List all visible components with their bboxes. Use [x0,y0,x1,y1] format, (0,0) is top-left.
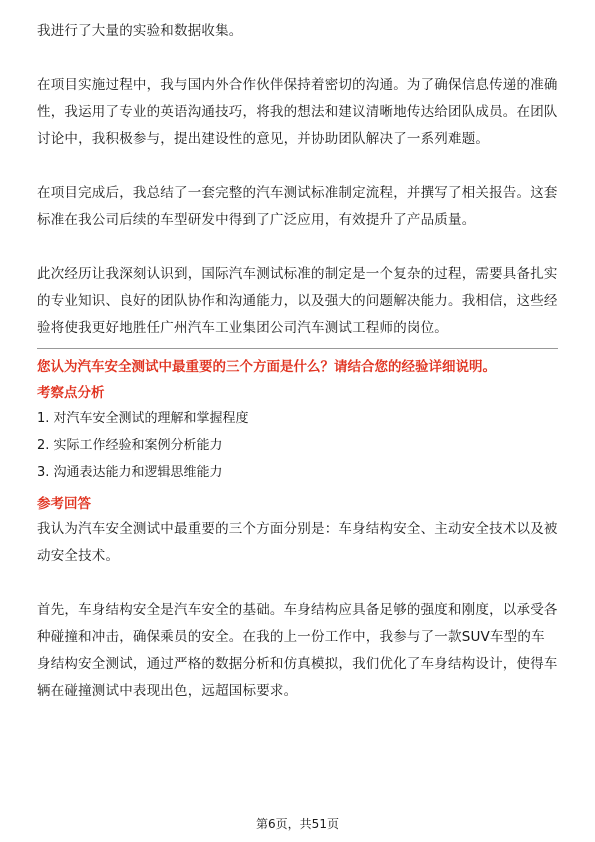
list-item: 2. 实际工作经验和案例分析能力 [37,438,223,453]
document-page [37,18,558,705]
paragraph-gap [37,234,558,261]
question-heading: 您认为汽车安全测试中最重要的三个方面是什么？请结合您的经验详细说明。 [37,359,496,375]
list-item: 1. 对汽车安全测试的理解和掌握程度 [37,411,249,426]
page-number: 第6页，共51页 [256,817,339,831]
analysis-title: 考察点分析 [37,385,105,401]
analysis-points-list [37,405,558,486]
paragraph-intro-3: 在项目完成后，我总结了一套完整的汽车测试标准制定流程，并撰写了相关报告。这套标准在我公司后续的车型研发中得到了广泛应用，有效提升了产品质量。 [37,185,558,228]
list-item: 3. 沟通表达能力和逻辑思维能力 [37,465,223,480]
answer-paragraph-1: 我认为汽车安全测试中最重要的三个方面分别是：车身结构安全、主动安全技术以及被动安全技术。 [37,521,558,564]
paragraph-intro-1: 我进行了大量的实验和数据收集。 [37,23,243,39]
paragraph-intro-4: 此次经历让我深刻认识到，国际汽车测试标准的制定是一个复杂的过程，需要具备扎实的专业知识、良好的团队协作和沟通能力，以及强大的问题解决能力。我相信，这些经验将使我更好地胜任广州汽车工业集团公司汽车测试工程师的岗位。 [37,266,558,336]
paragraph-gap [37,570,558,597]
paragraph-gap [37,153,558,180]
answer-paragraph-2: 首先，车身结构安全是汽车安全的基础。车身结构应具备足够的强度和刚度，以承受各种碰撞和冲击，确保乘员的安全。在我的上一份工作中，我参与了一款SUV车型的车身结构安全测试，通过严格的数据分析和仿真模拟，我们优化了车身结构设计，使得车辆在碰撞测试中表现出色，远超国标要求。 [37,602,558,699]
paragraph-gap [37,45,558,72]
paragraph-intro-2: 在项目实施过程中，我与国内外合作伙伴保持着密切的沟通。为了确保信息传递的准确性，我运用了专业的英语沟通技巧，将我的想法和建议清晰地传达给团队成员。在团队讨论中，我积极参与，提出建设性的意见，并协助团队解决了一系列难题。 [37,77,558,147]
answer-title: 参考回答 [37,496,91,512]
section-divider [37,348,558,349]
